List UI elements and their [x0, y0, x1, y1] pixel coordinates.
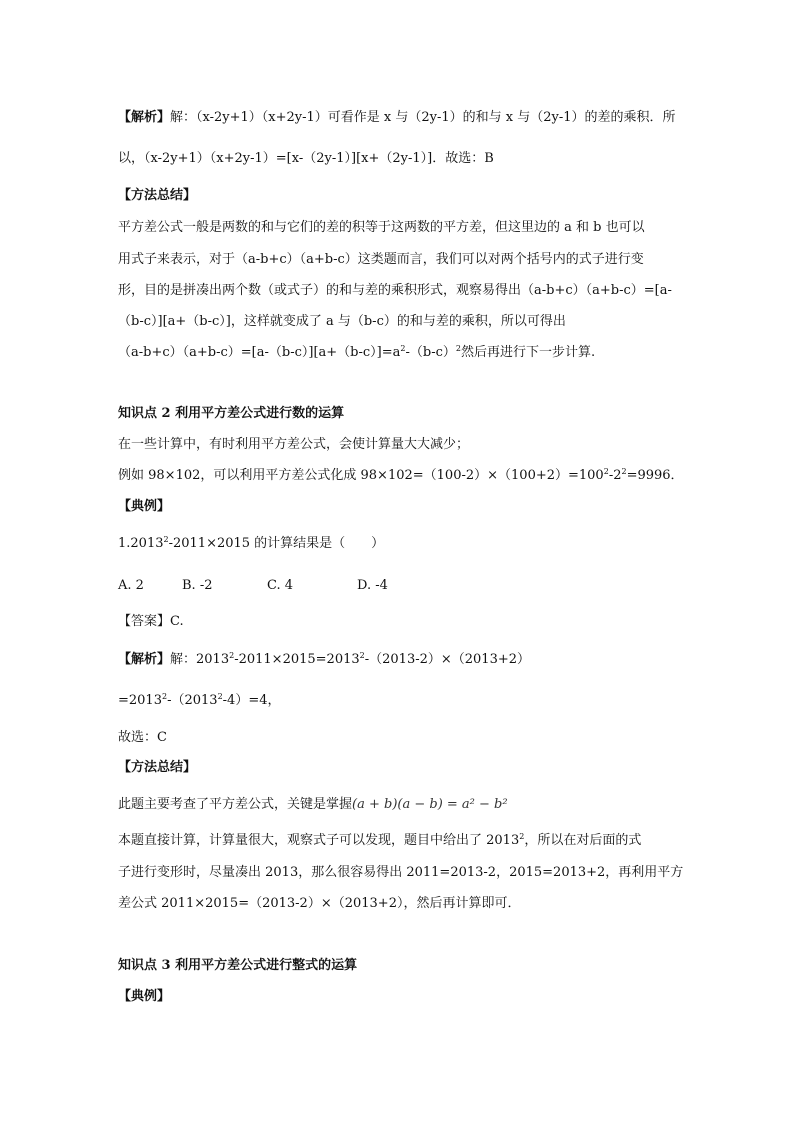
typical-example-heading-3: 【典例】: [118, 989, 171, 1004]
option-d: D. -4: [357, 578, 388, 593]
method-summary-heading: 【方法总结】: [118, 188, 197, 203]
analysis-label: 【解析】: [118, 110, 171, 125]
formula: (a + b)(a − b) = a² − b²: [352, 797, 508, 812]
option-c: C. 4: [267, 578, 294, 593]
example-text: 例如 98×102，可以利用平方差公式化成 $98\times 102=(100-2)\times(100+2)=100^2-2^2=9996$．: [118, 467, 684, 483]
knowledge-point-3-heading: 知识点 3 利用平方差公式进行整式的运算: [118, 958, 358, 973]
option-b: B. -2: [182, 578, 213, 593]
method-line-2: 用式子来表示，对于（a-b+c）（a+b-c）这类题而言，我们可以对两个括号内的式子进行变: [118, 252, 644, 267]
method-line-3: 形，目的是拼凑出两个数（或式子）的和与差的乘积形式，观察易得出（a-b+c）（a+b-c）=[a-: [118, 283, 672, 298]
option-a: A. 2: [118, 578, 144, 593]
summary-line-2: 本题直接计算，计算量很大，观察式子可以发现，题目中给出了 2013$^2$，所以在对后面的式: [118, 832, 642, 848]
analysis-label-2: 【解析】: [118, 652, 171, 667]
typical-example-heading: 【典例】: [118, 499, 171, 514]
method-line-5: $(a-b+c)(a+b-c)=[a-(b-c)][a+(b-c)]=a^2-(b-c)^2$然后再进行下一步计算.: [118, 344, 596, 360]
analysis-line-1: 【解析】解：（x-2y+1）（x+2y-1）可看作是 x 与（2y-1）的和与 x 与（2y-1）的差的乘积．所: [118, 110, 676, 125]
summary-line-1: 此题主要考查了平方差公式，关键是掌握(a + b)(a − b) = a² − b²: [118, 797, 508, 812]
answer-text: 【答案】C.: [118, 614, 184, 629]
intro-text: 在一些计算中，有时利用平方差公式，会使计算量大大减少；: [118, 437, 470, 452]
question-1: $1.2013^2-2011\times 2015$ 的计算结果是（ ）: [118, 535, 385, 551]
method-line-4: （b-c）][a+（b-c）]，这样就变成了 a 与（b-c）的和与差的乘积，所以可得出: [118, 314, 566, 329]
summary-line-3: 子进行变形时，尽量凑出 2013，那么很容易得出 2011=2013-2，2015=2013+2，再利用平方: [118, 865, 684, 880]
solution-line-1: 【解析】解：$2013^2-2011\times 2015=2013^2-(2013-2)\times(2013+2)$: [118, 651, 531, 667]
choose-text: 故选：C: [118, 730, 167, 745]
analysis-line-2: 以，（x-2y+1）（x+2y-1）=[x-（2y-1）][x+（2y-1）]．故选：B: [118, 151, 494, 166]
method-line-1: 平方差公式一般是两数的和与它们的差的积等于这两数的平方差，但这里边的 a 和 b 也可以: [118, 220, 645, 235]
summary-line-4: 差公式 2011×2015=（2013-2）×（2013+2），然后再计算即可．: [118, 896, 521, 911]
method-summary-heading-2: 【方法总结】: [118, 760, 197, 775]
solution-line-2: $=2013^2-(2013^2-4)=4$，: [118, 692, 281, 708]
knowledge-point-2-heading: 知识点 2 利用平方差公式进行数的运算: [118, 406, 345, 421]
